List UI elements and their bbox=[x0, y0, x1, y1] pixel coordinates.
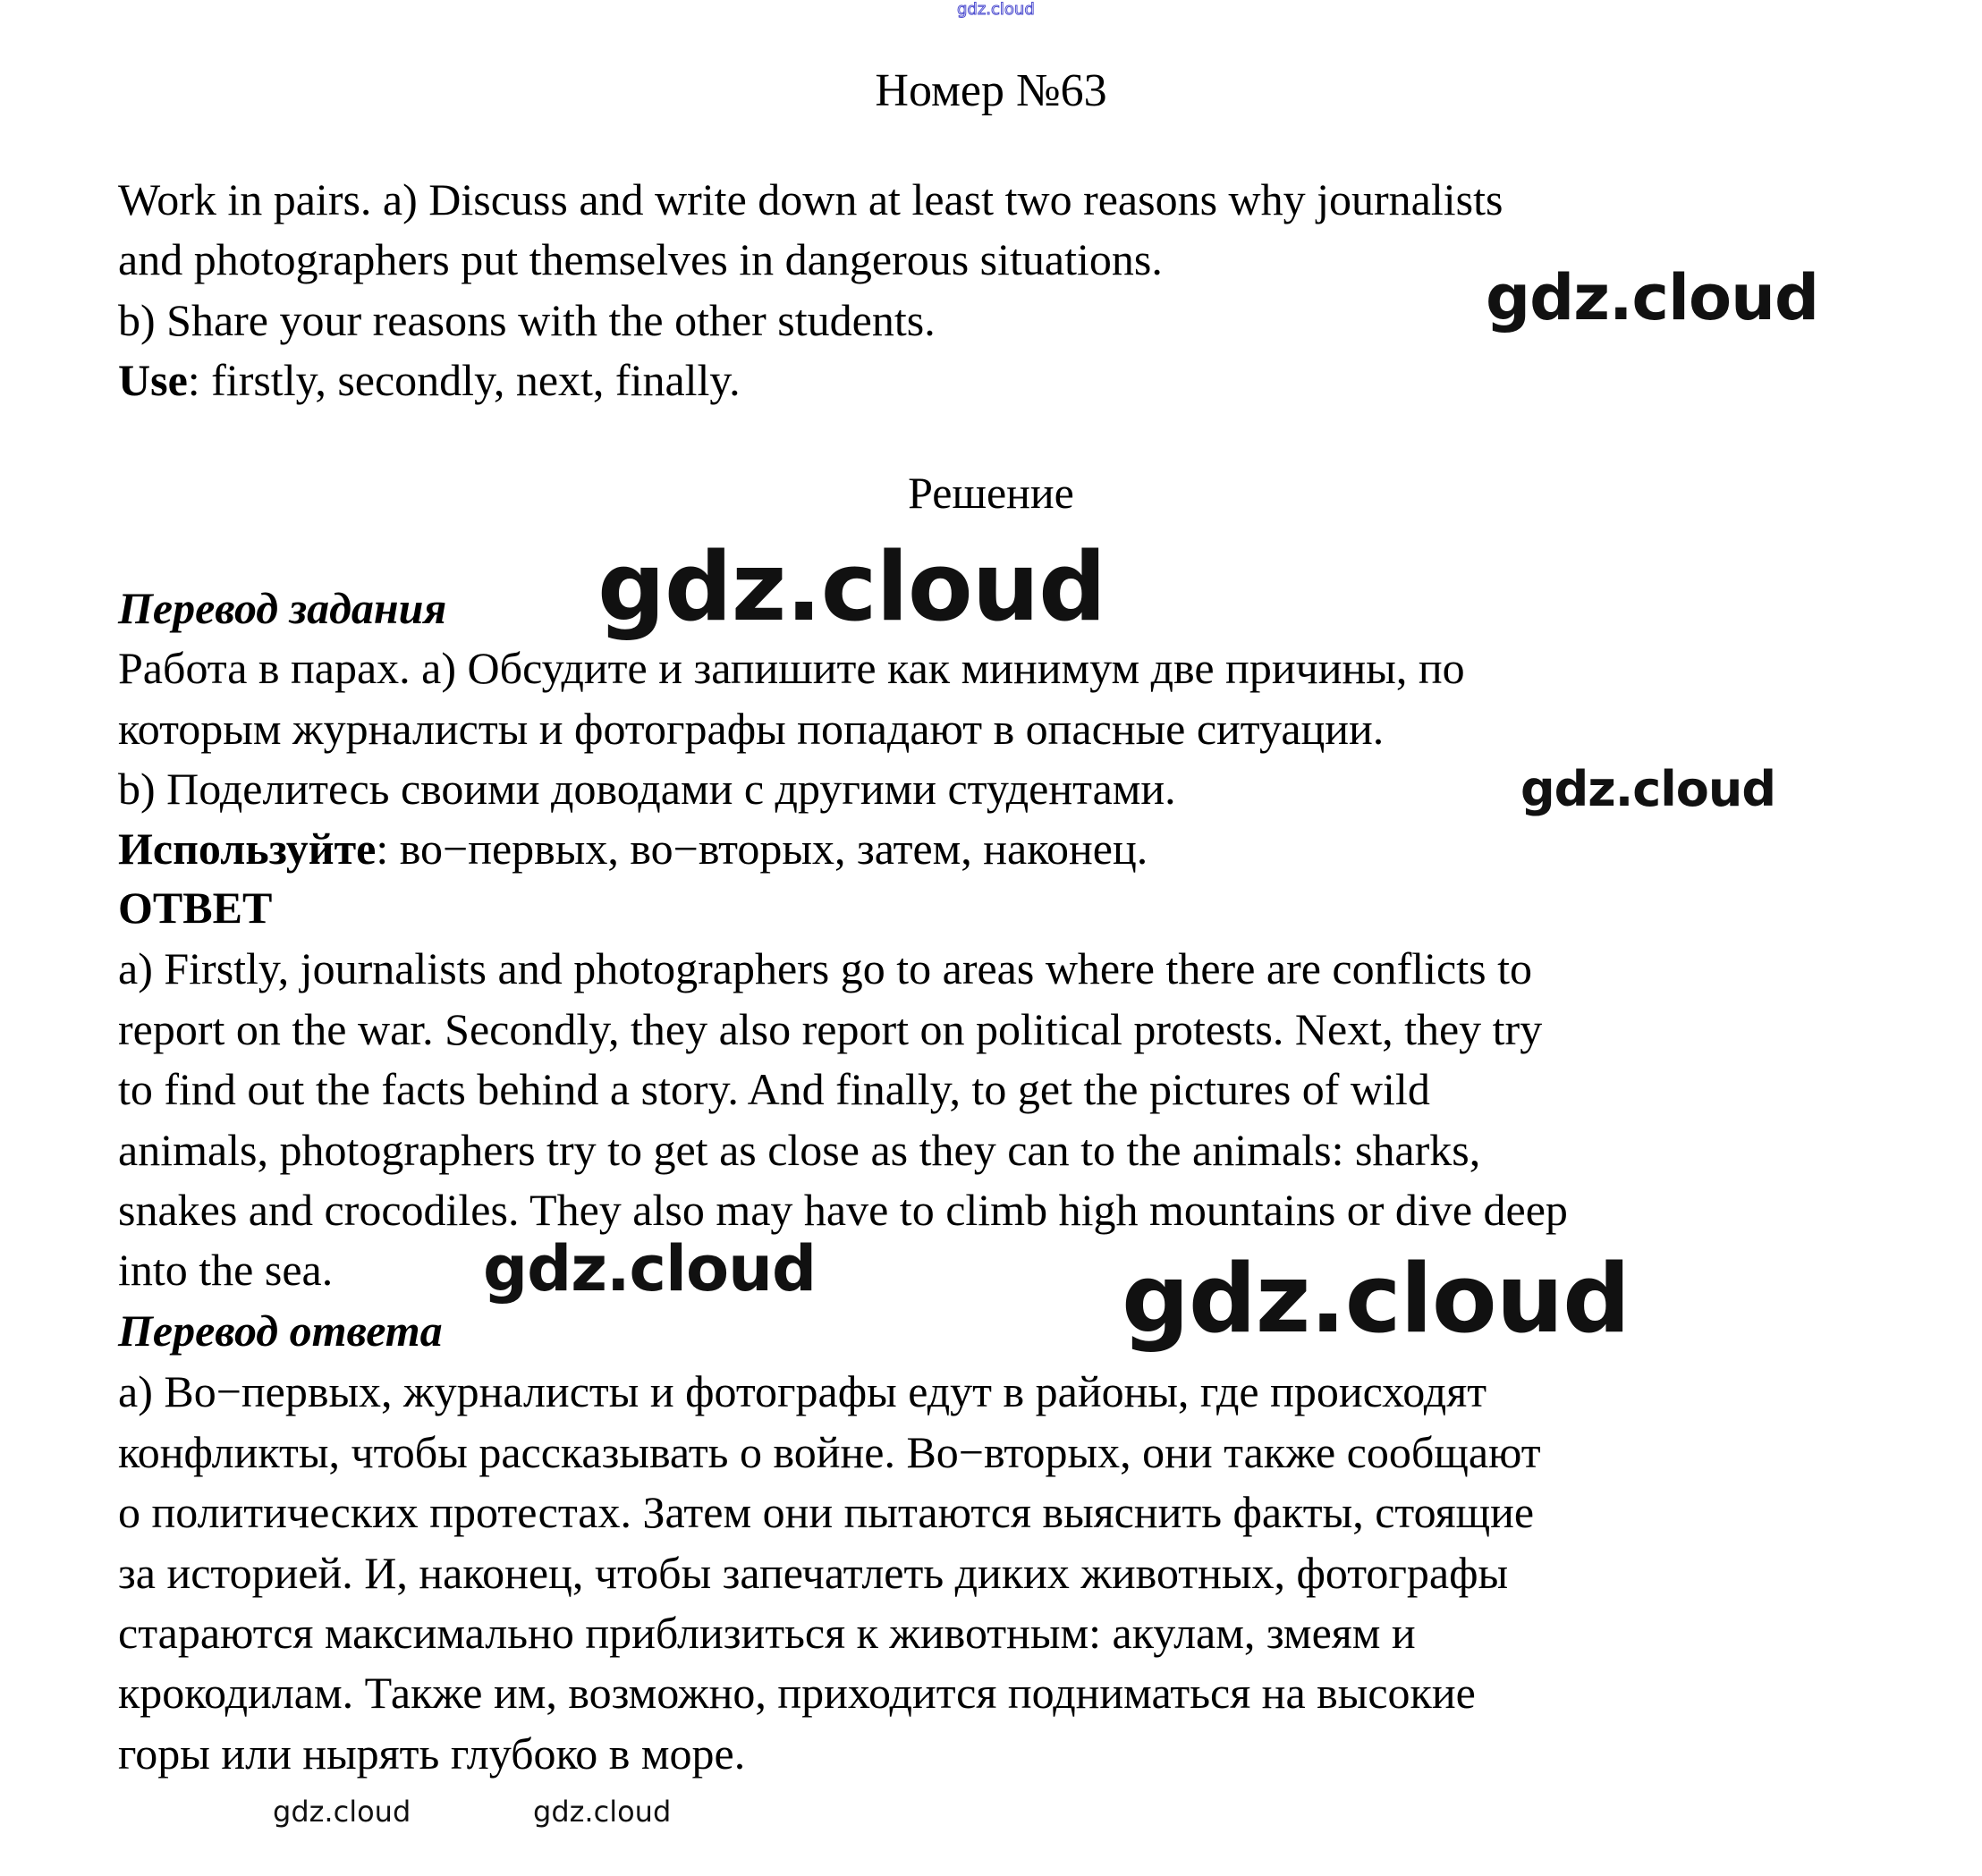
watermark: gdz.cloud bbox=[1486, 261, 1819, 334]
answer-line: animals, photographers try to get as close as they can to the animals: sharks, bbox=[118, 1125, 1481, 1175]
answer-translation-line: за историей. И, наконец, чтобы запечатлеть диких животных, фотографы bbox=[118, 1548, 1509, 1598]
watermark: gdz.cloud bbox=[1520, 761, 1775, 817]
watermark: gdz.cloud bbox=[273, 1795, 411, 1829]
watermark: gdz.cloud bbox=[483, 1232, 817, 1306]
answer-line: into the sea. bbox=[118, 1245, 334, 1295]
watermark: gdz.cloud bbox=[533, 1795, 672, 1829]
answer-translation-line: горы или нырять глубоко в море. bbox=[118, 1728, 746, 1779]
answer-translation-line: крокодилам. Также им, возможно, приходится подниматься на высокие bbox=[118, 1668, 1476, 1718]
translation-line: которым журналисты и фотографы попадают в опасные ситуации. bbox=[118, 704, 1385, 754]
watermark-top: gdz.cloud bbox=[957, 0, 1035, 19]
answer-line: to find out the facts behind a story. And finally, to get the pictures of wild bbox=[118, 1064, 1430, 1114]
use-label: Используйте bbox=[118, 824, 377, 874]
task-line: Work in pairs. a) Discuss and write down at least two reasons why journalists bbox=[118, 174, 1503, 224]
answer-translation-line: а) Во−первых, журналисты и фотографы едут в районы, где происходят bbox=[118, 1366, 1487, 1416]
watermark: gdz.cloud bbox=[1122, 1244, 1630, 1354]
answer-line: snakes and crocodiles. They also may have to climb high mountains or dive deep bbox=[118, 1185, 1568, 1235]
solution-heading: Решение bbox=[908, 468, 1074, 518]
answer-translation-heading: Перевод ответа bbox=[118, 1306, 443, 1356]
answer-heading: ОТВЕТ bbox=[118, 883, 273, 933]
translation-line: Работа в парах. а) Обсудите и запишите как минимум две причины, по bbox=[118, 643, 1465, 693]
use-label: Use bbox=[118, 355, 188, 405]
translation-use bbox=[118, 822, 1148, 875]
answer-line: a) Firstly, journalists and photographers go to areas where there are conflicts to bbox=[118, 943, 1532, 993]
use-text: : во−первых, во−вторых, затем, наконец. bbox=[376, 824, 1148, 874]
task-translation-heading: Перевод задания bbox=[118, 583, 447, 633]
task-line: and photographers put themselves in dangerous situations. bbox=[118, 234, 1163, 284]
watermark: gdz.cloud bbox=[597, 532, 1106, 642]
answer-translation-line: конфликты, чтобы рассказывать о войне. Во−вторых, они также сообщают bbox=[118, 1427, 1541, 1477]
page-title: Номер №63 bbox=[875, 65, 1107, 116]
answer-line: report on the war. Secondly, they also report on political protests. Next, they try bbox=[118, 1004, 1543, 1054]
answer-translation-line: о политических протестах. Затем они пытаются выяснить факты, стоящие bbox=[118, 1487, 1535, 1537]
task-line: b) Share your reasons with the other students. bbox=[118, 295, 936, 345]
task-use bbox=[118, 353, 741, 407]
translation-line: b) Поделитесь своими доводами с другими студентами. bbox=[118, 764, 1176, 814]
answer-translation-line: стараются максимально приблизиться к животным: акулам, змеям и bbox=[118, 1608, 1416, 1658]
use-text: : firstly, secondly, next, finally. bbox=[187, 355, 741, 405]
